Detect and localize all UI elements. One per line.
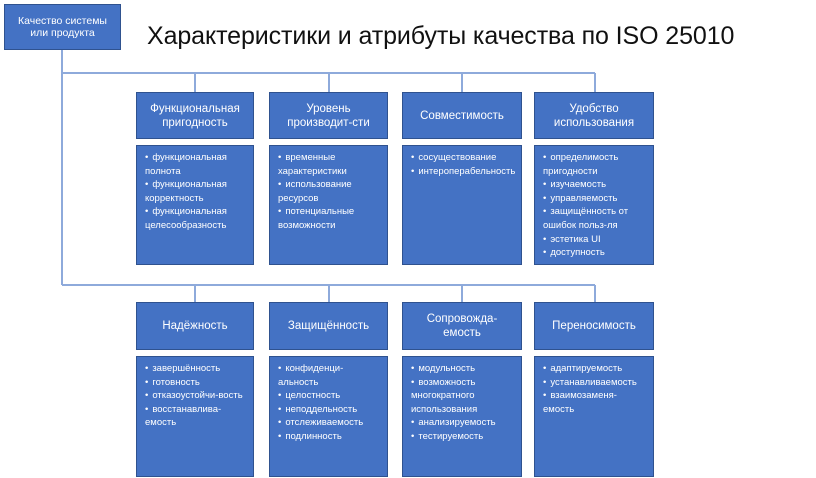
- attribute-list-box: [269, 145, 388, 265]
- characteristic-header: [534, 92, 654, 139]
- attribute-list-box: [269, 356, 388, 477]
- attribute-item: • сосуществование: [409, 151, 516, 165]
- attribute-item: • устанавливаемость: [541, 376, 648, 390]
- attribute-list-box: [534, 145, 654, 265]
- characteristic-header: [402, 92, 522, 139]
- characteristic-header: [269, 92, 388, 139]
- attribute-item: • адаптируемость: [541, 362, 648, 376]
- characteristic-header: [269, 302, 388, 350]
- attribute-item: • отслеживаемость: [276, 416, 382, 430]
- characteristic-title: Совместимость: [420, 109, 504, 122]
- attribute-item: • подлинность: [276, 430, 382, 444]
- characteristic-title: Переносимость: [552, 320, 636, 332]
- attribute-item: • интероперабельность: [409, 165, 516, 179]
- attribute-item: • использование ресурсов: [276, 178, 382, 205]
- attribute-item: • конфиденци-альность: [276, 362, 382, 389]
- attribute-item: • функциональная целесообразность: [143, 205, 248, 232]
- root-node: [4, 4, 121, 50]
- attribute-item: • неподдельность: [276, 403, 382, 417]
- root-node-label: Качество системы или продукта: [18, 14, 107, 39]
- attribute-item: • управляемость: [541, 192, 648, 206]
- attribute-item: • анализируемость: [409, 416, 516, 430]
- attribute-list-box: [136, 145, 254, 265]
- attribute-item: • доступность: [541, 246, 648, 260]
- characteristic-title: Защищённость: [287, 320, 370, 332]
- attribute-item: • потенциальные возможности: [276, 205, 382, 232]
- attribute-item: • модульность: [409, 362, 516, 376]
- attribute-list-box: [534, 356, 654, 477]
- characteristic-title: Функциональная пригодность: [150, 102, 240, 129]
- characteristic-header: [534, 302, 654, 350]
- attribute-item: • возможность многократного использования: [409, 376, 516, 417]
- attribute-item: • взаимозаменя-емость: [541, 389, 648, 416]
- characteristic-title: Надёжность: [162, 320, 228, 332]
- characteristic-header: [402, 302, 522, 350]
- attribute-item: • временные характеристики: [276, 151, 382, 178]
- attribute-item: • функциональная корректность: [143, 178, 248, 205]
- attribute-item: • готовность: [143, 376, 248, 390]
- characteristic-title: Сопровожда-емость: [426, 313, 498, 339]
- attribute-item: • определимость пригодности: [541, 151, 648, 178]
- attribute-item: • функциональная полнота: [143, 151, 248, 178]
- attribute-item: • изучаемость: [541, 178, 648, 192]
- attribute-item: • восстанавлива-емость: [143, 403, 248, 430]
- attribute-list-box: [402, 356, 522, 477]
- attribute-item: • эстетика UI: [541, 233, 648, 247]
- attribute-list-box: [136, 356, 254, 477]
- characteristic-title: Уровень производит-сти: [287, 102, 370, 129]
- characteristic-header: [136, 302, 254, 350]
- characteristic-header: [136, 92, 254, 139]
- attribute-item: • тестируемость: [409, 430, 516, 444]
- attribute-item: • завершённость: [143, 362, 248, 376]
- characteristic-title: Удобство использования: [553, 102, 635, 129]
- attribute-item: • защищённость от ошибок польз-ля: [541, 205, 648, 232]
- attribute-item: • отказоустойчи-вость: [143, 389, 248, 403]
- attribute-list-box: [402, 145, 522, 265]
- attribute-item: • целостность: [276, 389, 382, 403]
- slide-title: Характеристики и атрибуты качества по ISO 25010: [147, 22, 735, 50]
